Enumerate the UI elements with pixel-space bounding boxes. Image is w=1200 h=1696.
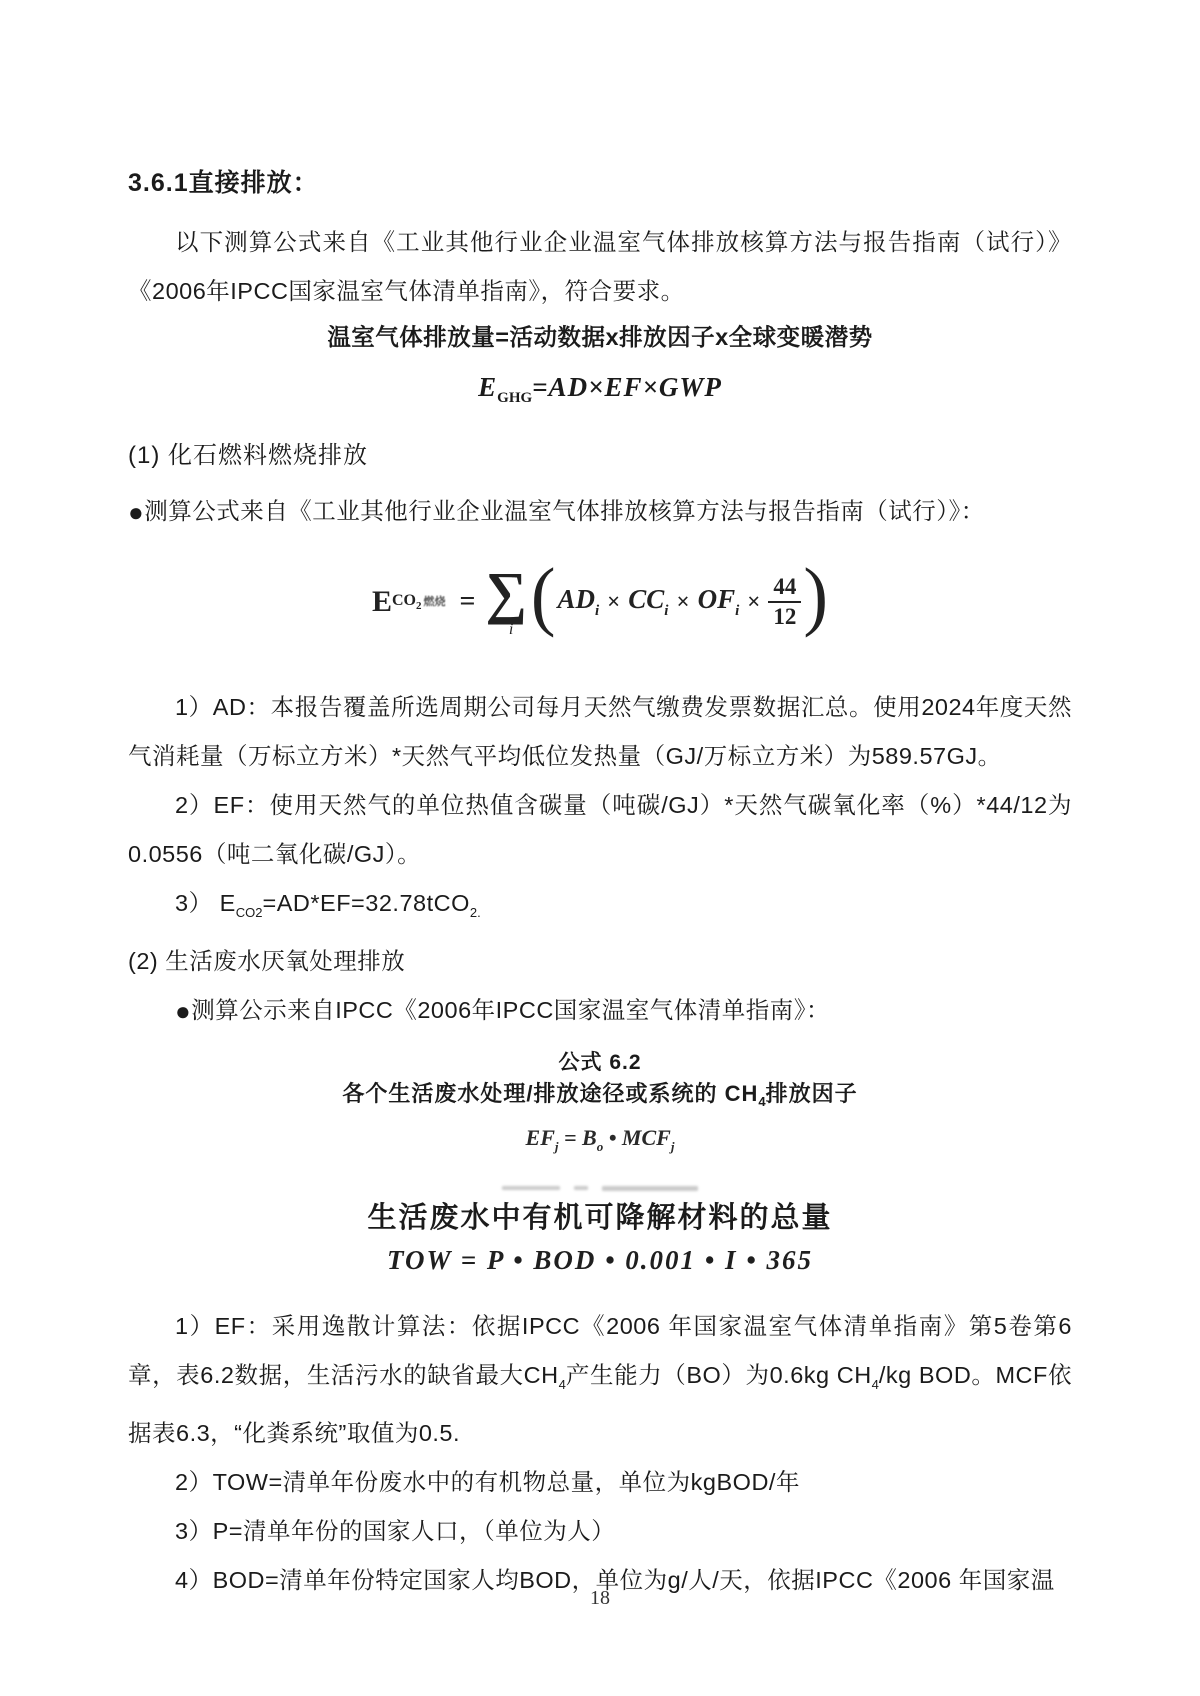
- f62-subtitle-text1: 各个生活废水处理/排放途径或系统的 CH: [342, 1081, 759, 1106]
- item-ef-paragraph: 2）EF：使用天然气的单位热值含碳量（吨碳/GJ）*天然气碳氧化率（%）*44/12为0.0556（吨二氧化碳/GJ）。: [128, 792, 1072, 867]
- fraction-44-12: [768, 574, 801, 631]
- item-bod-line: 4）BOD=清单年份特定国家人均BOD，单位为g/人/天，依据IPCC《2006 年国家温: [175, 1567, 1055, 1593]
- bullet-icon: ●: [128, 497, 145, 527]
- f62-eq-sub-j1: j: [554, 1139, 559, 1154]
- formula-62-block: [128, 1048, 1072, 1167]
- ghg-formula-base: E: [478, 372, 498, 402]
- fossil-formula-lhs: E: [371, 585, 392, 618]
- ghg-formula: [128, 372, 1072, 407]
- f62-eq-sub-j2: j: [670, 1139, 675, 1154]
- ef2-text1: 1）EF：采用逸散计算法：依据IPCC《2006 年国家温室气体清单指南》第5卷第6章，表6.2数据，生活污水的缺省最大CH: [128, 1313, 1072, 1388]
- term-of-sub: i: [735, 603, 740, 619]
- term-of-base: OF: [697, 584, 736, 614]
- page-number: 18: [590, 1587, 610, 1609]
- ghg-equation-title: 温室气体排放量=活动数据x排放因子x全球变暖潜势: [327, 324, 873, 350]
- times-sign-3: ×: [747, 589, 761, 614]
- sigma-glyph: ∑: [485, 560, 527, 625]
- ghg-formula-subscript: GHG: [497, 390, 533, 406]
- tow-title: 生活废水中有机可降解材料的总量: [367, 1202, 833, 1234]
- section1-source-line: [128, 487, 1072, 537]
- eco2-text2: =AD*EF=32.78tCO: [262, 890, 470, 916]
- f62-subtitle-sub1: 4: [758, 1094, 766, 1109]
- section2-heading: (2) 生活废水厌氧处理排放: [128, 948, 406, 974]
- eco2-text1: 3） E: [175, 890, 236, 916]
- times-sign-1: ×: [607, 589, 621, 614]
- ef2-sub2: 4: [871, 1377, 879, 1392]
- term-cc-sub: i: [664, 603, 669, 619]
- term-ad: [557, 584, 599, 620]
- formula-62-title: 公式 6.2: [558, 1051, 642, 1074]
- f62-eq-mcf: • MCF: [603, 1125, 671, 1150]
- lhs-sub-cn: 燃烧: [423, 596, 446, 608]
- section2-source-line: [128, 986, 1072, 1036]
- term-of: [698, 584, 740, 620]
- term-cc-base: CC: [628, 584, 665, 614]
- intro-paragraph: 以下测算公式来自《工业其他行业企业温室气体排放核算方法与报告指南（试行）》《2006年IPCC国家温室气体清单指南》，符合要求。: [128, 229, 1072, 304]
- term-cc: [628, 584, 668, 620]
- lhs-sub-num: 2: [415, 600, 422, 612]
- item-tow-line: 2）TOW=清单年份废水中的有机物总量，单位为kgBOD/年: [175, 1469, 800, 1495]
- section1-source-text: 测算公式来自《工业其他行业企业温室气体排放核算方法与报告指南（试行）》：: [144, 498, 985, 524]
- formula-62-subtitle: [128, 1078, 1072, 1118]
- term-ad-base: AD: [557, 584, 595, 614]
- fossil-formula-lhs-subscript: [392, 592, 446, 612]
- tow-equation: TOW = P • BOD • 0.001 • I • 365: [387, 1245, 813, 1275]
- close-paren: ): [803, 552, 829, 640]
- item-p-line: 3）P=清单年份的国家人口，（单位为人）: [175, 1518, 616, 1544]
- section1-heading: (1) 化石燃料燃烧排放: [128, 442, 368, 469]
- cropped-text-remnant: [470, 1183, 730, 1193]
- f62-eq-sub-o: o: [596, 1139, 604, 1154]
- fossil-formula-equals: =: [459, 586, 476, 617]
- eco2-sub1: CO2: [235, 905, 263, 920]
- open-paren: (: [530, 552, 556, 640]
- f62-eq-b: = B: [558, 1125, 597, 1150]
- times-sign-2: ×: [676, 589, 690, 614]
- ef2-text3: /kg BOD。MCF依据表6.3，“化粪系统”取值为0.5.: [128, 1362, 1072, 1446]
- lhs-sub-main: CO: [391, 592, 416, 609]
- term-ad-sub: i: [594, 603, 600, 619]
- sigma-index: i: [508, 621, 514, 638]
- ghg-formula-rhs: =AD×EF×GWP: [532, 372, 722, 402]
- formula-62-equation: [128, 1118, 1072, 1167]
- fossil-fuel-formula: [128, 547, 1072, 657]
- f62-eq-ef: EF: [525, 1125, 555, 1150]
- fraction-numerator: 44: [768, 574, 801, 603]
- item-eco2-line: [128, 879, 1072, 937]
- ef2-sub1: 4: [558, 1377, 566, 1392]
- sigma-symbol: [485, 560, 527, 638]
- section2-source-text: 测算公示来自IPCC《2006年IPCC国家温室气体清单指南》：: [191, 997, 831, 1023]
- bullet-icon: ●: [175, 996, 192, 1026]
- section-heading-361: 3.6.1直接排放：: [128, 169, 319, 197]
- eco2-sub2: 2.: [469, 905, 481, 920]
- f62-subtitle-text2: 排放因子: [765, 1081, 858, 1106]
- ef2-text2: 产生能力（BO）为0.6kg CH: [565, 1362, 872, 1388]
- item-ef2-paragraph: [128, 1302, 1072, 1458]
- item-ad-paragraph: 1）AD：本报告覆盖所选周期公司每月天然气缴费发票数据汇总。使用2024年度天然气消耗量（万标立方米）*天然气平均低位发热量（GJ/万标立方米）为589.57GJ。: [128, 694, 1072, 769]
- fraction-denominator: 12: [773, 604, 797, 629]
